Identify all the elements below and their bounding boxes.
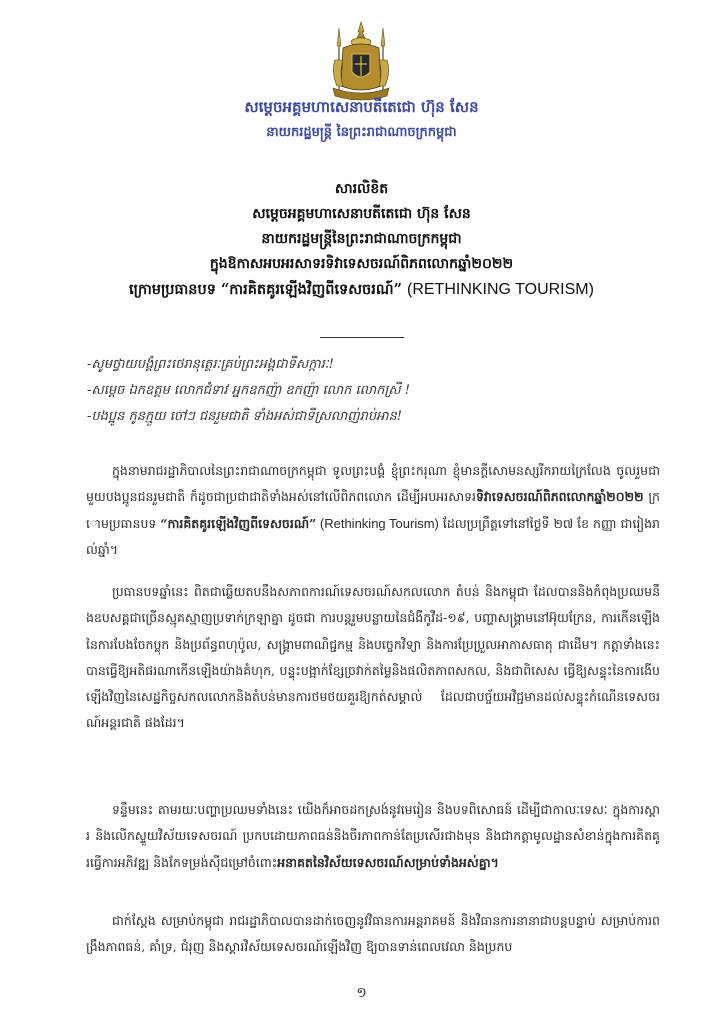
greeting-line: -បងប្អូន កូនក្មួយ ចៅៗ ជនរួមជាតិ ទាំងអស់ជាទីស្រលាញ់រាប់អាន! (87, 409, 403, 424)
title-line-1: សារលិខិត (334, 181, 389, 197)
paragraph-4: ជាក់ស្ដែង សម្រាប់កម្ពុជា រាជរដ្ឋាភិបាលបានដាក់ចេញនូវវិធានការអន្តរាគមន៍ និងវិធានការនានាជាបន្តបន្ទាប់ សម្រាប់ការពង្រឹងភាពធន់, គាំទ្រ, ជំរុញ និងស្ដារវិស័យទេសចរណ៍ឡើងវិញ ឱ្យបានទាន់ពេលវេលា និងប្រកប (86, 913, 660, 955)
paragraph-1-bold: ទិវាទេសចរណ៍ពិភពលោកឆ្នាំ២០២២ (475, 489, 644, 505)
paragraph-3-bold: អនាគតនៃវិស័យទេសចរណ៍សម្រាប់ទាំងអស់គ្នា។ (277, 854, 499, 870)
paragraph-1-text-2: ក្រោមប្រធានបទ (86, 489, 660, 531)
title-line-3: នាយករដ្ឋមន្ត្រីនៃព្រះរាជាណាចក្រកម្ពុជា (261, 231, 462, 247)
greeting-line: -សម្ដេច ឯកឧត្ដម លោកជំទាវ អ្នកឧកញ៉ា ឧកញ៉ា លោក លោកស្រី ! (87, 383, 410, 398)
title-line-2: សម្ដេចអគ្គមហាសេនាបតីតេជោ ហ៊ុន សែន (252, 206, 471, 222)
title-theme-prefix: ក្រោមប្រធានបទ (129, 281, 216, 298)
greetings (87, 352, 647, 430)
official-name: សម្ដេចអគ្គមហាសេនាបតីតេជោ ហ៊ុន សែន (244, 98, 479, 116)
title-line-5 (0, 277, 723, 302)
paragraph-2: ប្រធានបទឆ្នាំនេះ ពិតជាឆ្លើយតបនឹងសភាពការណ៍ទេសចរណ៍សកលលោក តំបន់ និងកម្ពុជា ដែលបាននិងកំពុងប្រឈមនឹងឧបសគ្គជាច្រើនស្មុគស្មាញប្រទាក់ក្រឡាគ្នា ដូចជា ការបន្តរួមបន្លាយនៃជំងឺកូវីដ-១៩, បញ្ហាសង្គ្រាមនៅអ៊ុយក្រែន, ការកើនឡើងនៃការបែងចែកប្លុក និងប្រព័ន្ធពហុប៉ូល, សង្គ្រាមពាណិជ្ជកម្ម និងបច្ចេកវិទ្យា និងការប្រែប្រួលអាកាសធាតុ ជាដើម។ កត្តាទាំងនេះ បានធ្វើឱ្យអតិផរណាកើនឡើងយ៉ាងគំហុក, បន្ទុះបង្អាក់ខ្សែច្រវាក់តម្លៃនិងផលិតភាពសកល, និងជាពិសេស ធ្វើឱ្យសន្ទុះនៃការងើបឡើងវិញនៃសេដ្ឋកិច្ចសកលលោកនិងតំបន់មានការថមថយគួរឱ្យកត់សម្គាល់ ដែលជាបច្ច័យអវិជ្ជមានដល់សន្ទុះកំណើនទេសចរណ៍អន្តរជាតិ ផងដែរ។ (86, 584, 660, 731)
official-position: នាយករដ្ឋមន្ត្រី នៃព្រះរាជាណាចក្រកម្ពុជា (266, 125, 457, 140)
document-title (0, 177, 723, 302)
paragraph-1-text-3: ដែលប្រព្រឹត្តទៅនៅថ្ងៃទី ២៧ ខែ កញ្ញា ជារៀងរាល់ឆ្នាំ។ (86, 515, 660, 557)
title-theme-english: (RETHINKING TOURISM) (406, 281, 594, 298)
paragraph-1-english: (Rethinking Tourism) (316, 515, 439, 531)
paragraph-1 (86, 458, 660, 568)
paragraph-1-text: ក្នុងនាមរាជរដ្ឋាភិបាលនៃព្រះរាជាណាចក្រកម្ពុជា ទូលព្រះបង្គំ ខ្ញុំព្រះករុណា ខ្ញុំមានក្ដីសោមនស្សរីករាយក្រៃលែង ចូលរួមជាមួយបងប្អូនជនរួមជាតិ ក៏ដូចជាប្រជាជាតិទាំងអស់នៅលើពិភពលោក ដើម្បីអបអរសាទរ (86, 463, 660, 505)
page-number: ១ (356, 985, 367, 1001)
paragraph-3-text: ទន្ទឹមនេះ តាមរយៈបញ្ហាប្រឈមទាំងនេះ យើងក៏អាចដកស្រង់នូវមេរៀន និងបទពិសោធន៍ ដើម្បីជាកាលៈទេសៈ ក្នុងការស្តារ និងលើកស្ទួយវិស័យទេសចរណ៍ ប្រកបដោយភាពធន់និងចីរភាពកាន់តែប្រសើរជាងមុន និងជាកត្តាមូលដ្ឋានសំខាន់ក្នុងការគិតគូរធ្វើការអភិវឌ្ឍ និងកែទម្រង់ស៊ីជម្រៅចំពោះ (86, 802, 660, 870)
title-divider (320, 337, 404, 338)
royal-arms-emblem-icon (325, 20, 397, 102)
title-theme: “ការគិតគូរឡើងវិញពីទេសចរណ៍” (220, 281, 402, 298)
greeting-line: -សូមថ្វាយបង្គំព្រះថេរានុត្ថេរៈគ្រប់ព្រះអង្គជាទីសក្ការៈ! (87, 357, 334, 372)
title-line-4: ក្នុងឱកាសអបអរសាទរទិវាទេសចរណ៍ពិភពលោកឆ្នាំ២០២២ (209, 256, 514, 272)
paragraph-1-theme: “ការគិតគូរឡើងវិញពីទេសចរណ៍” (160, 515, 317, 531)
paragraph-3 (86, 797, 660, 907)
